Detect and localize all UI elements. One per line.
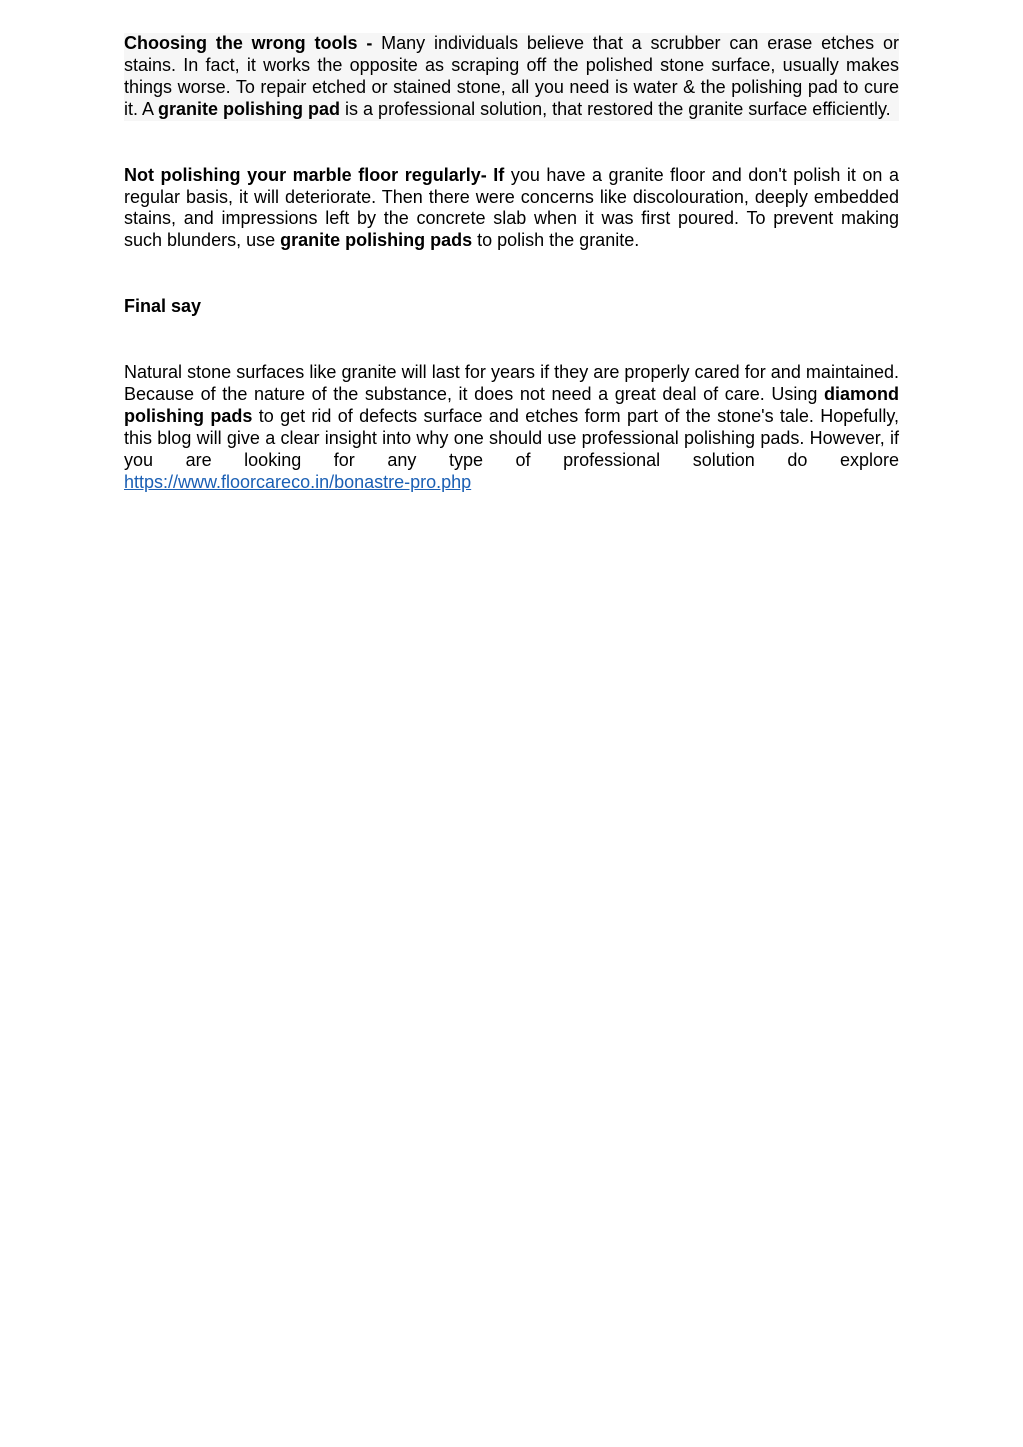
- keyword-granite-polishing-pads: granite polishing pads: [280, 230, 473, 251]
- paragraph-final: [124, 362, 899, 493]
- paragraph-lead: Choosing the wrong tools -: [124, 33, 373, 53]
- document-page: [124, 33, 899, 494]
- paragraph-text: you have a granite floor and don't polish it on a regular basis, it will deteriorate. Then there were concerns like discolouration, deeply embedded stains, and impressions left by the concrete slab when it was first poured. To prevent making such blunders, use: [124, 164, 900, 251]
- paragraph-text: Many individuals believe that a scrubber can erase etches or stains. In fact, it works the opposite as scraping off the polished stone surface, usually makes things worse. To repair etched or stained stone, all you need is water & the polishing pad to cure it. A: [124, 33, 899, 119]
- paragraph-text: Natural stone surfaces like granite will last for years if they are properly cared for and maintained. Because of the nature of the substance, it does not need a great deal of care. Using: [124, 362, 899, 405]
- paragraph-wrong-tools: [124, 33, 899, 121]
- paragraph-lead: Not polishing your marble floor regularly- If: [124, 164, 505, 185]
- heading-text: Final say: [124, 296, 202, 317]
- paragraph-text: is a professional solution, that restored the granite surface efficiently.: [340, 98, 891, 119]
- paragraph-text: to polish the granite.: [472, 230, 640, 251]
- external-link[interactable]: https://www.floorcareco.in/bonastre-pro.php: [124, 471, 472, 492]
- section-heading: [124, 296, 899, 318]
- paragraph-not-polishing: [124, 165, 899, 253]
- paragraph-text: to get rid of defects surface and etches form part of the stone's tale. Hopefully, this blog will give a clear insight into why one should use professional polishing pads. However, if you are looking for any type of professional solution do explore: [124, 405, 899, 470]
- spacer: [124, 252, 899, 296]
- spacer: [124, 121, 899, 165]
- spacer: [124, 318, 899, 362]
- keyword-granite-polishing-pad: granite polishing pad: [158, 98, 341, 119]
- keyword-diamond-polishing-pads: diamond polishing pads: [124, 384, 899, 426]
